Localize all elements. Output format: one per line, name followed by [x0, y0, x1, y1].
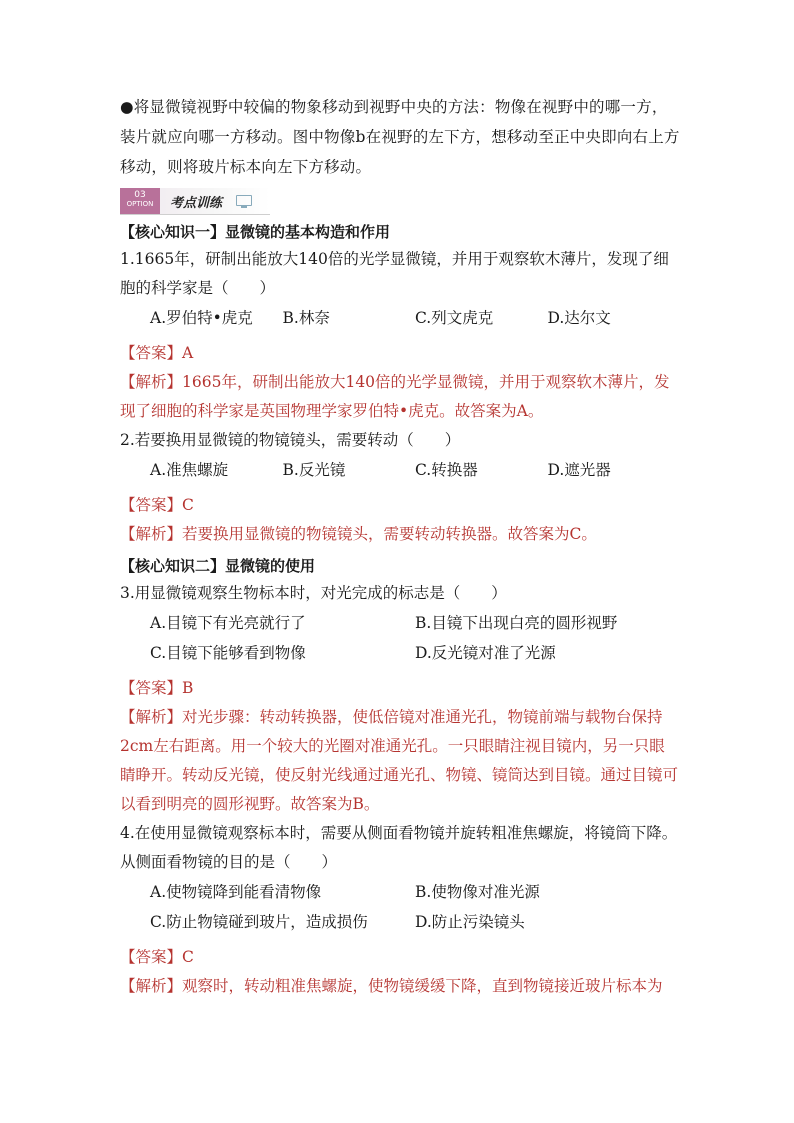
- analysis-line: [120, 703, 680, 819]
- answer-value: A: [182, 344, 194, 362]
- option-b: B.林奈: [282, 309, 330, 327]
- analysis-label: 【解析】: [120, 708, 183, 726]
- question-1: [120, 245, 680, 426]
- option-b: B.目镜下出现白亮的圆形视野: [415, 614, 618, 632]
- question-stem: 4.在使用显微镜观察标本时，需要从侧面看物镜并旋转粗准焦螺旋，将镜筒下降。从侧面看物镜的目的是（ ）: [120, 824, 678, 871]
- section-banner: [120, 188, 270, 215]
- answer-line: [120, 491, 680, 520]
- analysis-text: 观察时，转动粗准焦螺旋，使物镜缓缓下降，直到物镜接近玻片标本为: [182, 977, 663, 995]
- question-options-row-2: [120, 638, 680, 668]
- question-options-row-1: [120, 877, 680, 907]
- question-stem: 3.用显微镜观察生物标本时，对光完成的标志是（ ）: [120, 584, 507, 602]
- section-title-1: 【核心知识一】显微镜的基本构造和作用: [120, 223, 391, 241]
- question-options: [120, 303, 680, 333]
- analysis-text: 对光步骤：转动转换器，使低倍镜对准通光孔，物镜前端与载物台保持2cm左右距离。用一个较大的光圈对准通光孔。一只眼睛注视目镜内，另一只眼睛睁开。转动反光镜，使反射光线通过通光孔、物镜、镜筒达到目镜。通过目镜可以看到明亮的圆形视野。故答案为B。: [120, 708, 679, 813]
- option-c: C.防止物镜碰到玻片，造成损伤: [150, 913, 368, 931]
- question-options: [120, 455, 680, 485]
- option-a: A.罗伯特•虎克: [150, 309, 253, 327]
- banner-tag: [120, 188, 160, 214]
- analysis-line: [120, 520, 680, 549]
- content: [120, 92, 680, 1001]
- answer-value: C: [182, 948, 194, 966]
- answer-line: [120, 674, 680, 703]
- question-stem: 1.1665年，研制出能放大140倍的光学显微镜，并用于观察软木薄片，发现了细胞的科学家是（ ）: [120, 250, 669, 297]
- question-stem: 2.若要换用显微镜的物镜镜头，需要转动（ ）: [120, 431, 461, 449]
- analysis-line: [120, 972, 680, 1001]
- question-options-row-2: [120, 907, 680, 937]
- option-d: D.反光镜对准了光源: [415, 644, 556, 662]
- question-3: [120, 579, 680, 819]
- option-c: C.列文虎克: [415, 309, 494, 327]
- section-title-2: 【核心知识二】显微镜的使用: [120, 557, 316, 575]
- option-b: B.反光镜: [282, 461, 346, 479]
- analysis-line: [120, 368, 680, 426]
- analysis-label: 【解析】: [120, 373, 183, 391]
- answer-value: C: [182, 496, 194, 514]
- analysis-text: 1665年，研制出能放大140倍的光学显微镜，并用于观察软木薄片，发现了细胞的科学家是英国物理学家罗伯特•虎克。故答案为A。: [120, 373, 670, 420]
- answer-label: 【答案】: [120, 344, 183, 362]
- answer-label: 【答案】: [120, 948, 183, 966]
- option-a: A.目镜下有光亮就行了: [150, 614, 306, 632]
- banner-tag-text: OPTION: [126, 200, 154, 208]
- option-d: D.防止污染镜头: [415, 913, 525, 931]
- answer-label: 【答案】: [120, 679, 183, 697]
- banner-tag-number: 03: [134, 190, 146, 200]
- option-d: D.遮光器: [547, 461, 611, 479]
- answer-value: B: [182, 679, 194, 697]
- monitor-icon: [236, 195, 252, 206]
- banner-title: 考点训练: [170, 196, 223, 211]
- option-c: C.转换器: [415, 461, 478, 479]
- analysis-label: 【解析】: [120, 525, 183, 543]
- analysis-label: 【解析】: [120, 977, 183, 995]
- question-4: [120, 819, 680, 1001]
- option-c: C.目镜下能够看到物像: [150, 644, 306, 662]
- analysis-text: 若要换用显微镜的物镜镜头，需要转动转换器。故答案为C。: [182, 525, 597, 543]
- intro-paragraph: ●将显微镜视野中较偏的物象移动到视野中央的方法：物像在视野中的哪一方，装片就应向哪一方移动。图中物像b在视野的左下方，想移动至正中央即向右上方移动，则将玻片标本向左下方移动。: [120, 98, 680, 176]
- answer-line: [120, 943, 680, 972]
- answer-line: [120, 339, 680, 368]
- option-b: B.使物像对准光源: [415, 883, 540, 901]
- option-d: D.达尔文: [547, 309, 611, 327]
- option-a: A.使物镜降到能看清物像: [150, 883, 322, 901]
- option-a: A.准焦螺旋: [150, 461, 229, 479]
- question-2: [120, 426, 680, 549]
- question-options-row-1: [120, 608, 680, 638]
- answer-label: 【答案】: [120, 496, 183, 514]
